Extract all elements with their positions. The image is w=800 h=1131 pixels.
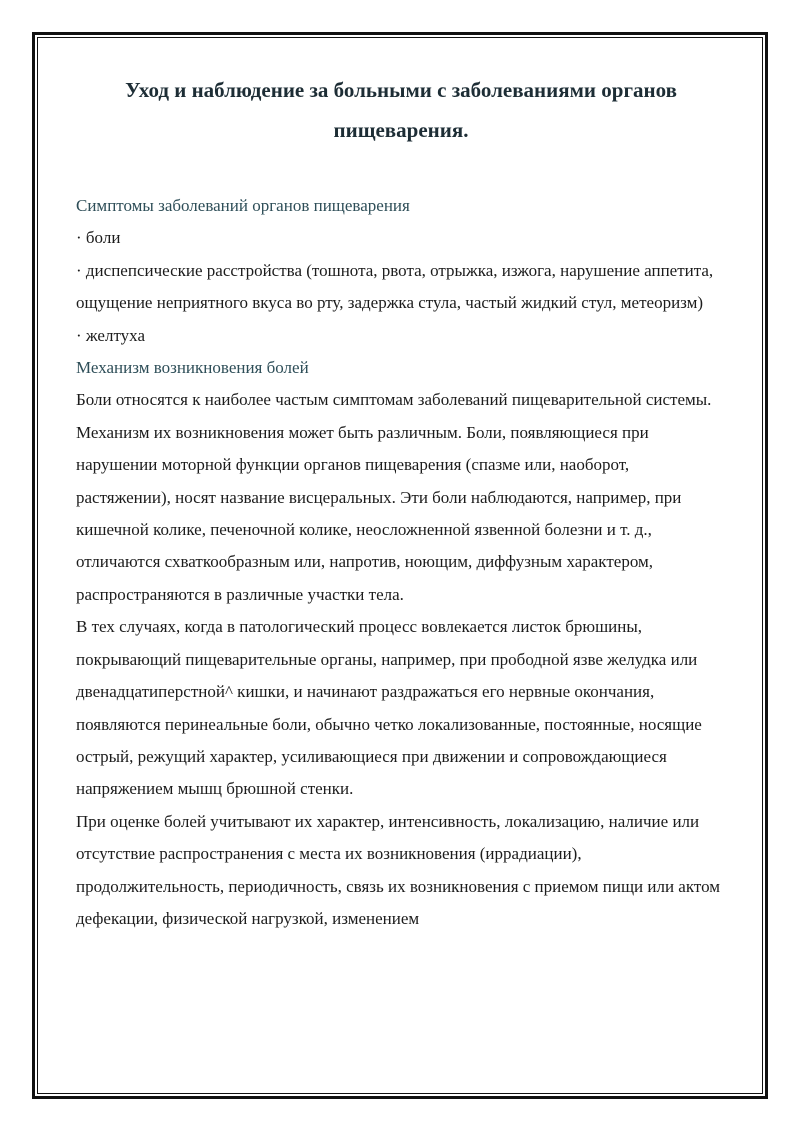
document-title: Уход и наблюдение за больными с заболеваниями органов пищеварения.	[125, 78, 677, 142]
document-body	[76, 190, 726, 935]
section-heading-symptoms: Симптомы заболеваний органов пищеварения	[76, 196, 410, 215]
symptom-item-pain: · боли	[76, 228, 121, 248]
document-content	[76, 70, 726, 935]
paragraph-pain-assessment: При оценке болей учитывают их характер, интенсивность, локализацию, наличие или отсутствие распространения с места их возникновения (иррадиации), продолжительность, периодичность, связь их возникновения с приемом пищи или актом дефекации, физической нагрузкой, изменением	[76, 811, 721, 928]
symptom-item-dyspepsia: · диспепсические расстройства (тошнота, рвота, отрыжка, изжога, нарушение аппетита, ощущение неприятного вкуса во рту, задержка стула, частый жидкий стул, метеоризм)	[76, 260, 714, 313]
paragraph-peritoneal-pain: В тех случаях, когда в патологический процесс вовлекается листок брюшины, покрывающий пищеварительные органы, например, при прободной язве желудка или двенадцатиперстной^ кишки, и начинают раздражаться его нервные окончания, появляются перинеальные боли, обычно четко локализованные, постоянные, носящие острый, режущий характер, усиливающиеся при движении и сопровождающиеся напряжением мышц брюшной стенки.	[76, 617, 702, 799]
paragraph-visceral-pain: Боли относятся к наиболее частым симптомам заболеваний пищеварительной системы. Механизм их возникновения может быть различным. Боли, появляющиеся при нарушении моторной функции органов пищеварения (спазме или, наоборот, растяжении), носят название висцеральных. Эти боли наблюдаются, например, при кишечной колике, печеночной колике, неосложненной язвенной болезни и т. д., отличаются схваткообразным или, напротив, ноющим, диффузным характером, распространяются в различные участки тела.	[76, 390, 712, 604]
symptom-item-jaundice: · желтуха	[76, 325, 145, 345]
section-heading-pain-mechanism: Механизм возникновения болей	[76, 358, 309, 378]
